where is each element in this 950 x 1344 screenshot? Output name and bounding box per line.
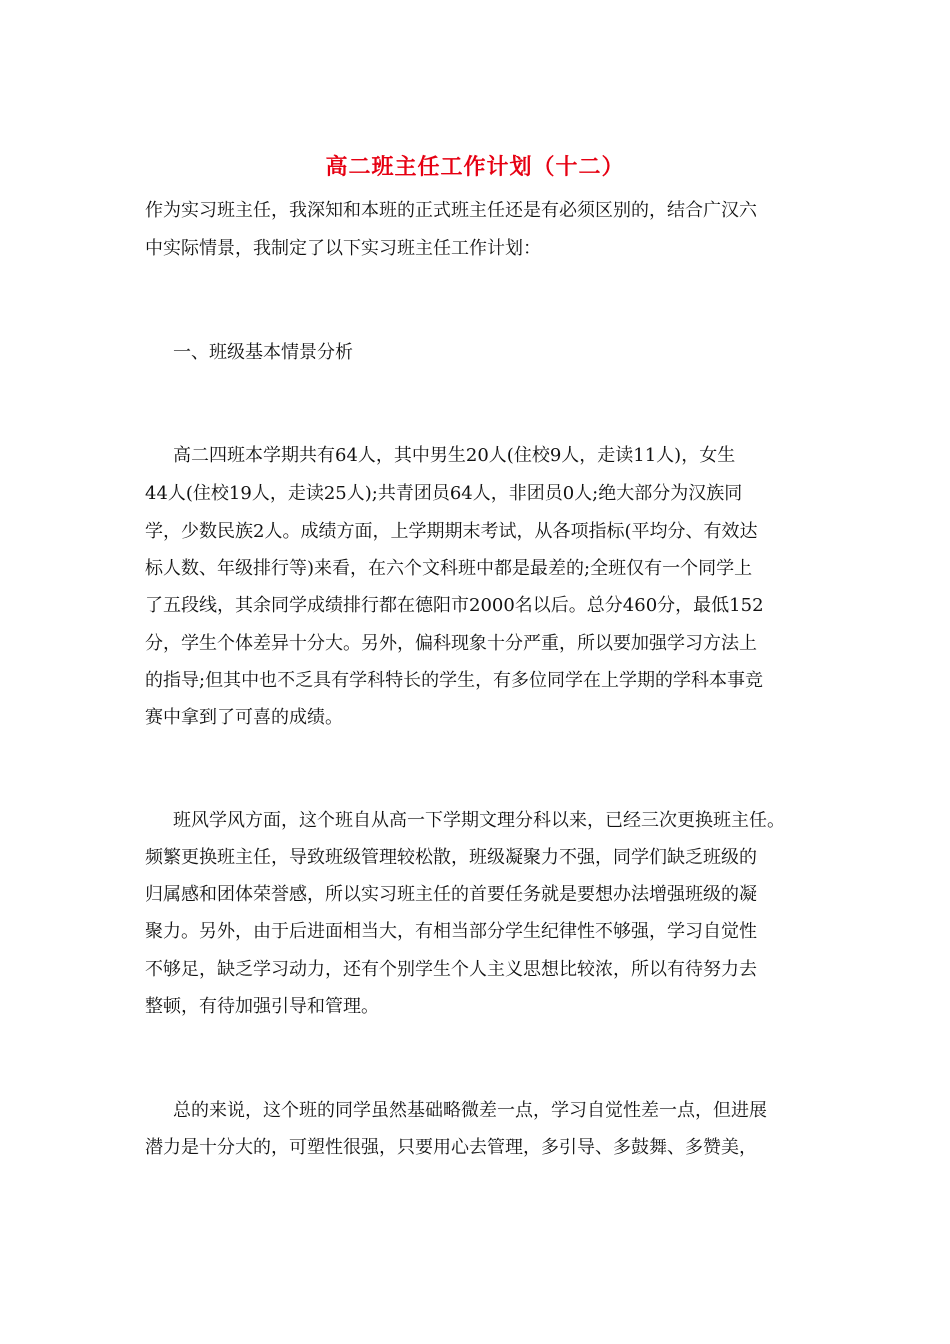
- paragraph2-line-3: 归属感和团体荣誉感，所以实习班主任的首要任务就是要想办法增强班级的凝: [145, 884, 757, 905]
- section-heading: 一、班级基本情景分析: [173, 342, 353, 363]
- paragraph3-line-1: 总的来说，这个班的同学虽然基础略微差一点，学习自觉性差一点，但进展: [173, 1100, 767, 1121]
- paragraph2-line-2: 频繁更换班主任，导致班级管理较松散，班级凝聚力不强，同学们缺乏班级的: [145, 847, 757, 868]
- paragraph1-line-3: 学，少数民族2人。成绩方面，上学期期末考试，从各项指标(平均分、有效达: [145, 521, 758, 542]
- document-title: 高二班主任工作计划（十二）: [325, 154, 625, 180]
- paragraph1-line-8: 赛中拿到了可喜的成绩。: [145, 707, 343, 728]
- paragraph1-line-2: 44人(住校19人，走读25人);共青团员64人，非团员0人;绝大部分为汉族同: [145, 483, 743, 504]
- paragraph2-line-1: 班风学风方面，这个班自从高一下学期文理分科以来，已经三次更换班主任。: [173, 810, 785, 831]
- intro-line-2: 中实际情景，我制定了以下实习班主任工作计划：: [145, 238, 541, 259]
- paragraph1-line-5: 了五段线，其余同学成绩排行都在德阳市2000名以后。总分460分，最低152: [145, 595, 764, 616]
- paragraph2-line-6: 整顿，有待加强引导和管理。: [145, 996, 379, 1017]
- intro-line-1: 作为实习班主任，我深知和本班的正式班主任还是有必须区别的，结合广汉六: [145, 200, 757, 221]
- paragraph2-line-4: 聚力。另外，由于后进面相当大，有相当部分学生纪律性不够强，学习自觉性: [145, 921, 757, 942]
- paragraph3-line-2: 潜力是十分大的，可塑性很强，只要用心去管理，多引导、多鼓舞、多赞美，: [145, 1137, 757, 1158]
- paragraph2-line-5: 不够足，缺乏学习动力，还有个别学生个人主义思想比较浓，所以有待努力去: [145, 959, 757, 980]
- paragraph1-line-6: 分，学生个体差异十分大。另外，偏科现象十分严重，所以要加强学习方法上: [145, 633, 757, 654]
- paragraph1-line-4: 标人数、年级排行等)来看，在六个文科班中都是最差的;全班仅有一个同学上: [145, 558, 753, 579]
- paragraph1-line-7: 的指导;但其中也不乏具有学科特长的学生，有多位同学在上学期的学科本事竞: [145, 670, 764, 691]
- paragraph1-line-1: 高二四班本学期共有64人，其中男生20人(住校9人，走读11人)，女生: [173, 445, 736, 466]
